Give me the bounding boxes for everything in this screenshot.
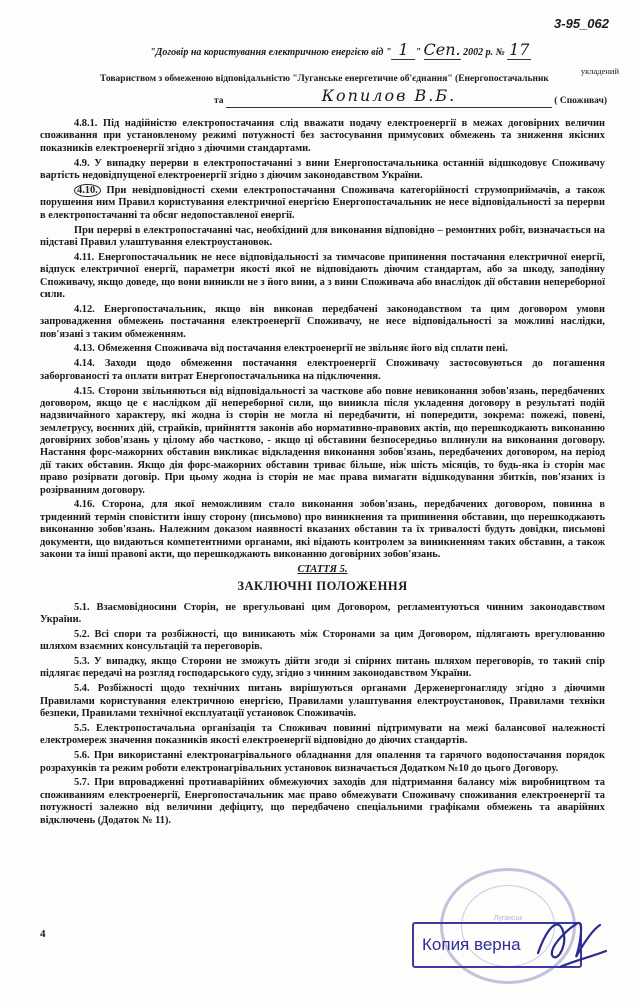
paragraph-5-4: 5.4. Розбіжності щодо технічних питань вирішуються органами Держенергонагляду згідно з діючими Правилами користування електричною енергією, Правилами улаштування електроустановок, Правилами техніки безпеки, Правилами технічної експлуатації установок Споживачів. [40,683,605,720]
paragraph-4-16: 4.16. Сторона, для якої неможливим стало виконання зобов'язань, передбачених договором, повинна в триденний термін сповістити іншу сторону (письмово) про виникнення та припинення обставин, що перешкоджають виконанню зобов'язань. Належним доказом наявності вказаних обставин та їх тривалості будуть довідки, письмові документи, що видаються компетентними органами, які відають контролем за виникненням таких обставин, а також закони та інші правові акти, що перешкоджають виконанню договірних зобов'язань. [40,499,605,560]
paragraph-5-3: 5.3. У випадку, якщо Сторони не зможуть дійти згоди зі спірних питань шляхом переговорів, то такий спір підлягає передачі на розгляд господарського суду, згідно з чинним законодавством України. [40,656,605,680]
contract-day: 1 [391,40,415,60]
contract-header: "Договір на користування електричною енергією від " 1 " Сеп. 2002 р. № 17 [150,40,530,59]
and-label: та [214,96,224,106]
contract-year-prefix: 200 [463,47,479,58]
paragraph-4-14: 4.14. Заходи щодо обмеження постачання електроенергії Споживачу застосовуються до погашення заборгованості та оплати витрат Енергопостачальника на підключення. [40,358,605,382]
contract-prefix: "Договір на користування електричною енергією від " [150,47,392,58]
contract-month: Сеп. [423,40,461,59]
document-id: 3-95_062 [554,16,609,31]
paragraph-4-10-text: При невідповідності схеми електропостачання Споживача категорійності струмоприймачів, а також порушення ним Правил користування електричної енергією Енергопостачальник не несе відповідальності за перерви в електропостачанні та обсяг недопоставленої енергії. [40,184,605,221]
paragraph-5-1: 5.1. Взаємовідносини Сторін, не врегульовані цим Договором, регламентуються чинним законодавством України. [40,601,605,625]
concluded-label: укладений [580,66,619,76]
copy-stamp-text: Копия верна [422,935,521,954]
contract-year-suffix: 2 р. № [478,47,505,58]
paragraph-4-10 [40,185,605,222]
paragraph-4-15: 4.15. Сторони звільняються від відповідальності за часткове або повне невиконання зобов'язань, передбачених договором, якщо це є наслідком дії непереборної сили, що виникла після укладення договору в результаті подій надзвичайного характеру, які жодна із сторін не могла ні передбачити, ні попередити, зокрема: пожежі, повені, землетрусу, воєнних дій, страйків, прийняття законів або нормативно-правових актів, що перешкоджають виконанню договірних зобов'язань у цілому або частково, - якщо ці обставини безпосередньо вплинули на виконання договору. Настання форс-мажорних обставин викликає відкладення виконання зобов'язань, передбачених договором, на період дії таких обставин. Якщо дія форс-мажорних обставин триває більше, ніж шість місяців, то будь-яка із сторін має право розірвати договір. При цьому жодна із сторін не має права вимагати відшкодування збитків, пов'язаних із розірванням договору. [40,385,605,496]
seal-text: Луганськ [493,915,523,922]
paragraph-5-5: 5.5. Електропостачальна організація та Споживач повинні підтримувати на межі балансової належності електромереж значення показників якості електроенергії відповідно до діючих стандартів. [40,722,605,747]
organization-line: Товариством з обмеженою відповідальністю "Луганське енергетичне об'єднання" (Енергопостачальник [100,74,549,84]
consumer-name: Копилов В.Б. [321,86,457,105]
circled-clause-number: 4.10. [74,184,101,197]
consumer-suffix: ( Споживач) [554,96,608,106]
paragraph-4-9: 4.9. У випадку перерви в електропостачанні з вини Енергопостачальника останній відшкодовує Споживачу вартість недовідпущеної електроенергії згідно з діючим законодавством України. [40,157,605,181]
consumer-line [214,88,607,108]
paragraph-5-2: 5.2. Всі спори та розбіжності, що виникають між Сторонами за цим Договором, підлягають врегулюванню шляхом взаємних консультацій та переговорів. [40,628,605,653]
paragraph-4-11: 4.11. Енергопостачальник не несе відповідальності за тимчасове припинення постачання електричної енергії, відпуск електричної енергії, параметри якості якої не відповідають діючим стандартам, або за шкоду, заподіяну Споживачу, якщо доведе, що вони виникли не з його вини, а з вини Споживача або внаслідок дії обставин непереборної сили. [40,251,605,300]
document-body [40,118,605,829]
page-number: 4 [40,928,46,940]
article-label: СТАТТЯ 5. [297,563,348,575]
paragraph-4-13: 4.13. Обмеження Споживача від постачання електроенергії не звільняє його від сплати пені. [74,343,508,355]
paragraph-4-12: 4.12. Енергопостачальник, якщо він виконав передбачені законодавством та цим договором умови запровадження обмежень постачання електроенергії Споживачу, не несе відповідальності за можливі наслідки, пов'язані з таким обмеженням. [40,303,605,340]
article-title: ЗАКЛЮЧНІ ПОЛОЖЕННЯ [237,578,408,593]
paragraph-power-break: При перерві в електропостачанні час, необхідний для виконання відповідно – ремонтних робіт, визначається на підставі Правил улаштування електроустановок. [40,224,605,248]
signature-icon [530,905,610,975]
paragraph-5-6: 5.6. При використанні електронагрівального обладнання для опалення та гарячого водопостачання порядок розрахунків та режим роботи електронагрівальних установок визначається Додатком №10 до цього Договору. [40,750,605,774]
paragraph-5-7: 5.7. При впровадженні протиаварійних обмежуючих заходів для підтримання балансу між виробництвом та споживанням електроенергії, Енергопостачальник має право обмежувати Споживачу споживання електроенергії та потужності залежно від величини дефіциту, що передбачено спеціальними графіками обмежень та аварійних відключень (Додаток № 11). [40,777,605,826]
contract-number: 17 [509,40,530,59]
paragraph-4-8-1: 4.8.1. Під надійністю електропостачання слід вважати подачу електроенергії в межах договірних величин споживання при установленому режимі потужності без застосування примусових обмежень та зниження якісних показників електроенергії згідно з діючими стандартами. [40,118,605,154]
